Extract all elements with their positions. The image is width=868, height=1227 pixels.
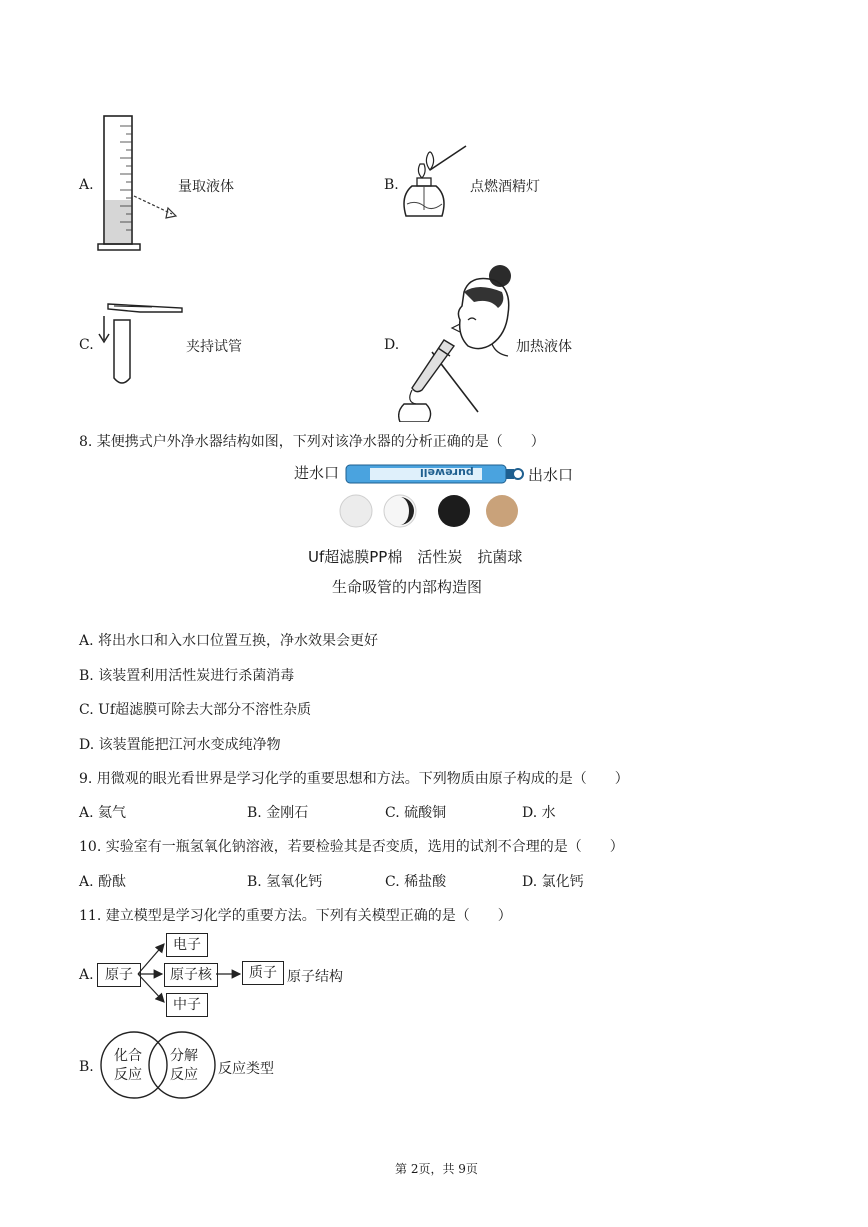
q8-option-b: B. 该装置利用活性炭进行杀菌消毒 xyxy=(79,668,295,684)
outlet-label: 出水口 xyxy=(528,466,574,484)
neutron-label: 中子 xyxy=(173,997,201,1013)
proton-box xyxy=(242,961,284,985)
q10-option-b: B. 氢氧化钙 xyxy=(247,874,323,890)
graduated-cylinder-figure xyxy=(96,112,186,254)
q11-stem: 11. 建立模型是学习化学的重要方法。下列有关模型正确的是（ ） xyxy=(79,908,512,924)
q7-option-c-letter: C. xyxy=(79,337,94,353)
q8-option-a: A. 将出水口和入水口位置互换，净水效果会更好 xyxy=(79,633,379,649)
q9-option-a: A. 氦气 xyxy=(79,805,127,821)
q9-option-c: C. 硫酸铜 xyxy=(385,805,447,821)
venn-left-line2: 反应 xyxy=(114,1067,142,1083)
q10-option-a: A. 酚酞 xyxy=(79,874,127,890)
atom-label: 原子 xyxy=(105,967,133,983)
q7-option-a-letter: A. xyxy=(79,177,94,193)
q8-stem: 8. 某便携式户外净水器结构如图，下列对该净水器的分析正确的是（ ） xyxy=(79,434,545,450)
q7-option-b-letter: B. xyxy=(384,177,399,193)
inlet-label: 进水口 xyxy=(294,464,340,482)
q11-option-a-letter: A. xyxy=(79,967,94,983)
proton-label: 质子 xyxy=(249,965,277,981)
purifier-brand: purewell xyxy=(420,466,474,479)
q10-option-d: D. 氯化钙 xyxy=(522,874,584,890)
q7-option-c-caption: 夹持试管 xyxy=(186,339,242,355)
q7-option-b-caption: 点燃酒精灯 xyxy=(470,179,540,195)
nucleus-box xyxy=(164,963,218,987)
heating-liquid-figure xyxy=(398,262,516,422)
q10-option-c: C. 稀盐酸 xyxy=(385,874,447,890)
test-tube-holder-figure xyxy=(94,296,194,388)
q9-option-d: D. 水 xyxy=(522,805,556,821)
alcohol-lamp-figure xyxy=(402,140,472,228)
venn-left-line1: 化合 xyxy=(114,1048,142,1064)
venn-right-line2: 反应 xyxy=(170,1067,198,1083)
q7-option-d-caption: 加热液体 xyxy=(516,339,572,355)
venn-right-line1: 分解 xyxy=(170,1048,198,1064)
filter-layers-icon xyxy=(336,492,526,530)
electron-box xyxy=(166,933,208,957)
neutron-box xyxy=(166,993,208,1017)
water-purifier-figure xyxy=(288,454,588,602)
q8-option-d: D. 该装置能把江河水变成纯净物 xyxy=(79,737,281,753)
nucleus-label: 原子核 xyxy=(170,967,212,983)
q11-option-b-letter: B. xyxy=(79,1059,94,1075)
q10-stem: 10. 实验室有一瓶氢氧化钠溶液，若要检验其是否变质，选用的试剂不合理的是（ ） xyxy=(79,839,624,855)
q9-option-b: B. 金刚石 xyxy=(247,805,309,821)
electron-label: 电子 xyxy=(173,937,201,953)
q7-option-a-caption: 量取液体 xyxy=(178,179,234,195)
q9-stem: 9. 用微观的眼光看世界是学习化学的重要思想和方法。下列物质由原子构成的是（ ） xyxy=(79,771,629,787)
q11-option-b-caption: 反应类型 xyxy=(218,1061,274,1077)
purifier-figure-title: 生命吸管的内部构造图 xyxy=(332,578,483,596)
filter-layers-labels: Uf超滤膜PP棉 活性炭 抗菌球 xyxy=(308,548,523,566)
page-footer: 第 2页，共 9页 xyxy=(395,1162,478,1176)
q8-option-c: C. Uf超滤膜可除去大部分不溶性杂质 xyxy=(79,702,312,718)
q7-option-d-letter: D. xyxy=(384,337,400,353)
atom-box xyxy=(97,963,141,987)
q11-option-a-caption: 原子结构 xyxy=(287,969,343,985)
